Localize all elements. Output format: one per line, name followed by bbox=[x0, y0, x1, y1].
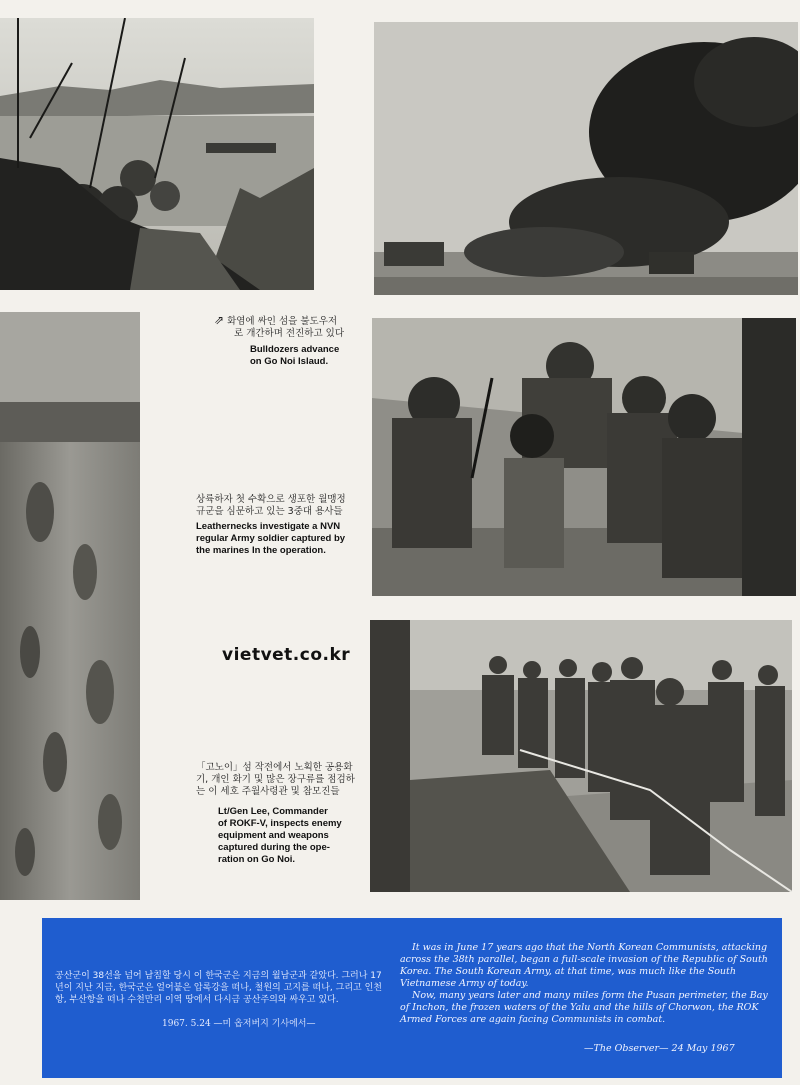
caption-inspection-ko-line1: 「고노이」섬 작전에서 노획한 공용화 bbox=[196, 762, 353, 773]
caption-bulldozers-ko-line2: 로 개간하며 전진하고 있다 bbox=[234, 328, 345, 339]
caption-leathernecks-en-line2: regular Army soldier captured by bbox=[196, 533, 346, 544]
caption-inspection-en-line4: captured during the ope- bbox=[218, 842, 330, 853]
caption-leathernecks bbox=[196, 494, 368, 557]
photo-bulldozers-smoke bbox=[374, 22, 798, 295]
caption-bulldozers-en-line1: Bulldozers advance bbox=[250, 344, 340, 355]
caption-bulldozers-ko-line1: 화염에 싸인 섬을 불도우저 bbox=[227, 316, 338, 327]
footer-korean-paragraph: 공산군이 38선을 넘어 남침할 당시 이 한국군은 지금의 월남군과 같았다. 그러나 17년이 지난 지금, 한국군은 얼어붙은 압록강을 떠나, 철원의 고지를 떠나, 그리고 인천항, 부산항을 떠나 수천만리 이역 땅에서 다시금 공산주의와 싸우고 있다. bbox=[55, 971, 382, 1005]
watermark: vietvet.co.kr bbox=[222, 645, 351, 665]
photo-inspection bbox=[370, 620, 792, 892]
caption-inspection-ko-line2: 기, 개인 화기 및 많은 장구류를 점검하 bbox=[196, 774, 355, 785]
footer-english-text bbox=[400, 942, 775, 1026]
footer-english-paragraph-1: It was in June 17 years ago that the North Korean Communists, attacking across the 38th parallel, began a full-scale invasion of the Republic of South Korea. The South Korean Army, at that time, was much like the South Vietnamese Army of today. bbox=[400, 942, 768, 989]
caption-inspection-en-line1: Lt/Gen Lee, Commander bbox=[218, 806, 328, 817]
caption-inspection-en-line5: ration on Go Noi. bbox=[218, 854, 296, 865]
caption-leathernecks-en-line3: the marines In the operation. bbox=[196, 545, 326, 556]
caption-inspection-ko-line3: 는 이 세호 주월사령관 및 참모진들 bbox=[196, 786, 340, 797]
caption-leathernecks-ko-line1: 상륙하자 첫 수확으로 생포한 월맹정 bbox=[196, 494, 346, 505]
caption-inspection-en-line3: equipment and weapons bbox=[218, 830, 329, 841]
caption-bulldozers-en-line2: on Go Noi Islaud. bbox=[250, 356, 329, 367]
footer-korean-date: 1967. 5.24 —미 옵저버지 기사에서— bbox=[162, 1019, 316, 1029]
caption-leathernecks-en-line1: Leathernecks investigate a NVN bbox=[196, 521, 341, 532]
footer-banner bbox=[42, 918, 782, 1078]
caption-inspection-en-line2: of ROKF-V, inspects enemy bbox=[218, 818, 342, 829]
photo-leathernecks bbox=[372, 318, 796, 596]
caption-bulldozers bbox=[214, 314, 364, 368]
arrow-icon: ⇗ bbox=[214, 313, 225, 327]
photo-river-soldiers bbox=[0, 18, 314, 290]
footer-signature: —The Observer— 24 May 1967 bbox=[584, 1043, 735, 1054]
photo-blurred-column bbox=[0, 312, 140, 900]
caption-inspection bbox=[196, 762, 366, 866]
caption-leathernecks-ko-line2: 규군을 심문하고 있는 3중대 용사들 bbox=[196, 506, 343, 517]
footer-english-paragraph-2: Now, many years later and many miles form the Pusan perimeter, the Bay of Inchon, the frozen waters of the Yalu and the hills of Chorwon, the ROK Armed Forces are again facing Communists in combat. bbox=[400, 990, 768, 1025]
